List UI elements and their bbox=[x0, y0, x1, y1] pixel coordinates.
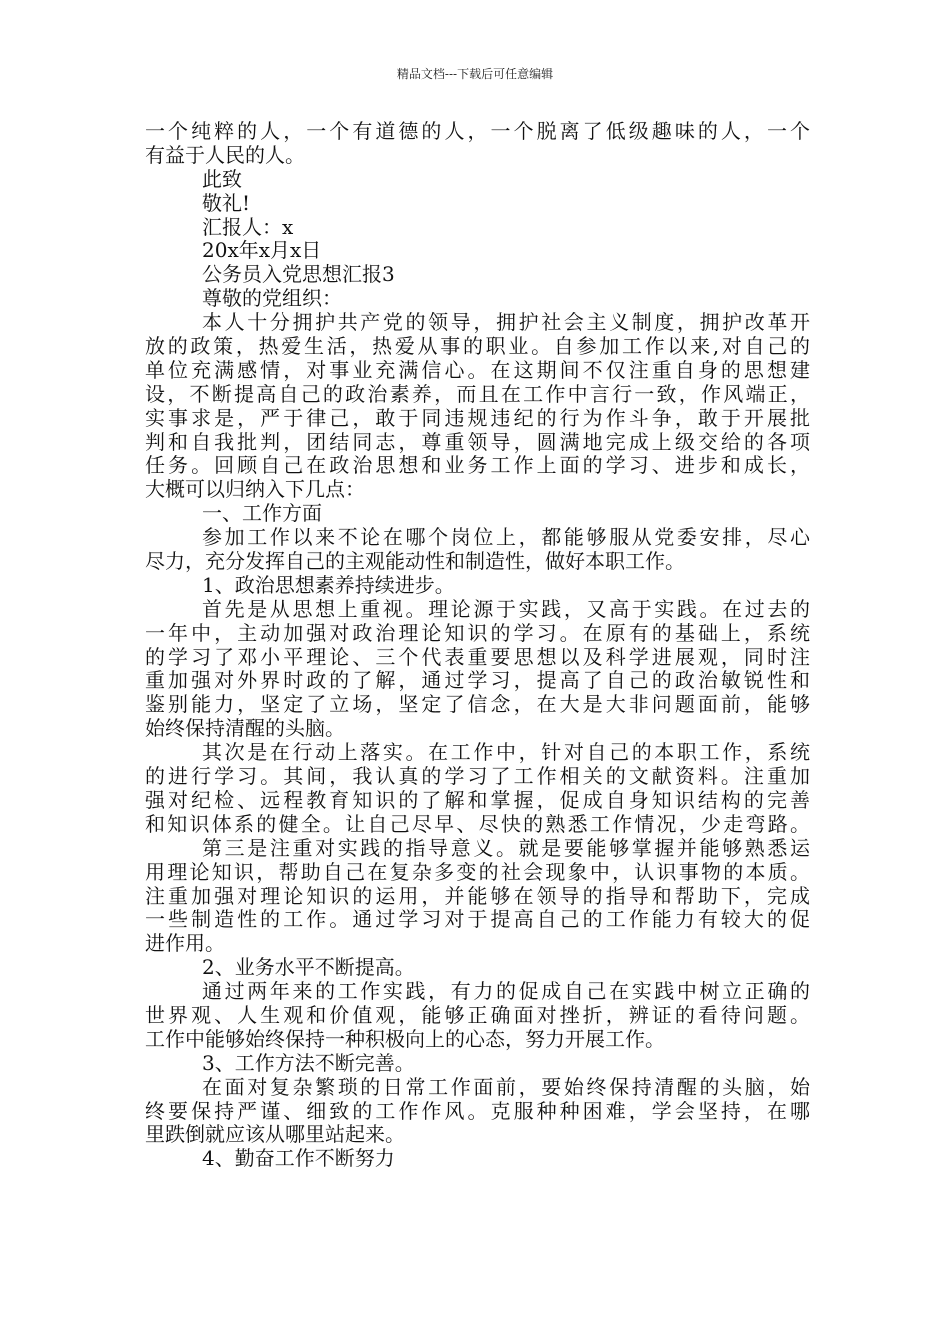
text-line: 一、工作方面 bbox=[202, 501, 322, 526]
text-line: 3、工作方法不断完善。 bbox=[202, 1050, 415, 1075]
text-line: 2、业务水平不断提高。 bbox=[202, 955, 415, 980]
text-line: 汇报人：x bbox=[202, 214, 294, 239]
text-line: 强对纪检、远程教育知识的了解和掌握，促成自身知识结构的完善 bbox=[145, 787, 810, 812]
text-line: 和知识体系的健全。让自己尽早、尽快的熟悉工作情况，少走弯路。 bbox=[145, 811, 810, 836]
text-line: 放的政策，热爱生活，热爱从事的职业。自参加工作以来,对自己的 bbox=[145, 334, 810, 359]
text-line: 注重加强对理论知识的运用，并能够在领导的指导和帮助下，完成 bbox=[145, 883, 810, 908]
text-line: 用理论知识，帮助自己在复杂多变的社会现象中，认识事物的本质。 bbox=[145, 859, 810, 884]
text-line: 的学习了邓小平理论、三个代表重要思想以及科学进展观，同时注 bbox=[145, 644, 810, 669]
text-line: 一年中，主动加强对政治理论知识的学习。在原有的基础上，系统 bbox=[145, 620, 810, 645]
text-line: 公务员入党思想汇报3 bbox=[202, 262, 395, 287]
text-line: 工作中能够始终保持一种积极向上的心态，努力开展工作。 bbox=[145, 1026, 665, 1051]
text-line: 敬礼! bbox=[202, 190, 251, 215]
text-line: 终要保持严谨、细致的工作作风。克服种种困难，学会坚持，在哪 bbox=[145, 1098, 810, 1123]
text-line: 里跌倒就应该从哪里站起来。 bbox=[145, 1122, 405, 1147]
text-line: 通过两年来的工作实践，有力的促成自己在实践中树立正确的 bbox=[202, 979, 810, 1004]
text-line: 本人十分拥护共产党的领导，拥护社会主义制度，拥护改革开 bbox=[202, 310, 810, 335]
text-line: 重加强对外界时政的了解，通过学习，提高了自己的政治敏锐性和 bbox=[145, 668, 810, 693]
text-line: 首先是从思想上重视。理论源于实践，又高于实践。在过去的 bbox=[202, 596, 810, 621]
text-line: 其次是在行动上落实。在工作中，针对自己的本职工作，系统 bbox=[202, 740, 810, 765]
text-line: 第三是注重对实践的指导意义。就是要能够掌握并能够熟悉运 bbox=[202, 835, 810, 860]
text-line: 鉴别能力，坚定了立场，坚定了信念，在大是大非问题面前，能够 bbox=[145, 692, 810, 717]
text-line: 参加工作以来不论在哪个岗位上，都能够服从党委安排，尽心 bbox=[202, 525, 810, 550]
text-line: 世界观、人生观和价值观，能够正确面对挫折，辨证的看待问题。 bbox=[145, 1002, 810, 1027]
text-line: 一个纯粹的人，一个有道德的人，一个脱离了低级趣味的人，一个 bbox=[145, 119, 810, 143]
text-line: 设，不断提高自己的政治素养，而且在工作中言行一致，作风端正， bbox=[145, 381, 810, 406]
text-line: 判和自我批判，团结同志，尊重领导，圆满地完成上级交给的各项 bbox=[145, 429, 810, 454]
text-line: 进作用。 bbox=[145, 931, 225, 956]
text-line: 20x年x月x日 bbox=[202, 238, 322, 263]
text-line: 在面对复杂繁琐的日常工作面前，要始终保持清醒的头脑，始 bbox=[202, 1074, 810, 1099]
text-line: 单位充满感情，对事业充满信心。在这期间不仅注重自身的思想建 bbox=[145, 357, 810, 382]
text-line: 实事求是，严于律己，敢于同违规违纪的行为作斗争，敢于开展批 bbox=[145, 405, 810, 430]
text-line: 尊敬的党组织： bbox=[202, 286, 342, 311]
text-line: 1、政治思想素养持续进步。 bbox=[202, 572, 455, 597]
text-line: 4、勤奋工作不断努力 bbox=[202, 1146, 395, 1171]
text-line: 始终保持清醒的头脑。 bbox=[145, 716, 345, 741]
text-line: 尽力，充分发挥自己的主观能动性和制造性，做好本职工作。 bbox=[145, 549, 685, 574]
text-line: 的进行学习。其间，我认真的学习了工作相关的文献资料。注重加 bbox=[145, 764, 810, 789]
text-line: 任务。回顾自己在政治思想和业务工作上面的学习、进步和成长， bbox=[145, 453, 810, 478]
document-body bbox=[145, 120, 810, 1171]
page-header: 精品文档---下载后可任意编辑 bbox=[396, 67, 554, 81]
text-line: 此致 bbox=[202, 166, 242, 191]
text-line: 一些制造性的工作。通过学习对于提高自己的工作能力有较大的促 bbox=[145, 907, 810, 932]
text-line: 大概可以归纳入下几点： bbox=[145, 477, 365, 502]
text-line: 有益于人民的人。 bbox=[145, 142, 305, 167]
